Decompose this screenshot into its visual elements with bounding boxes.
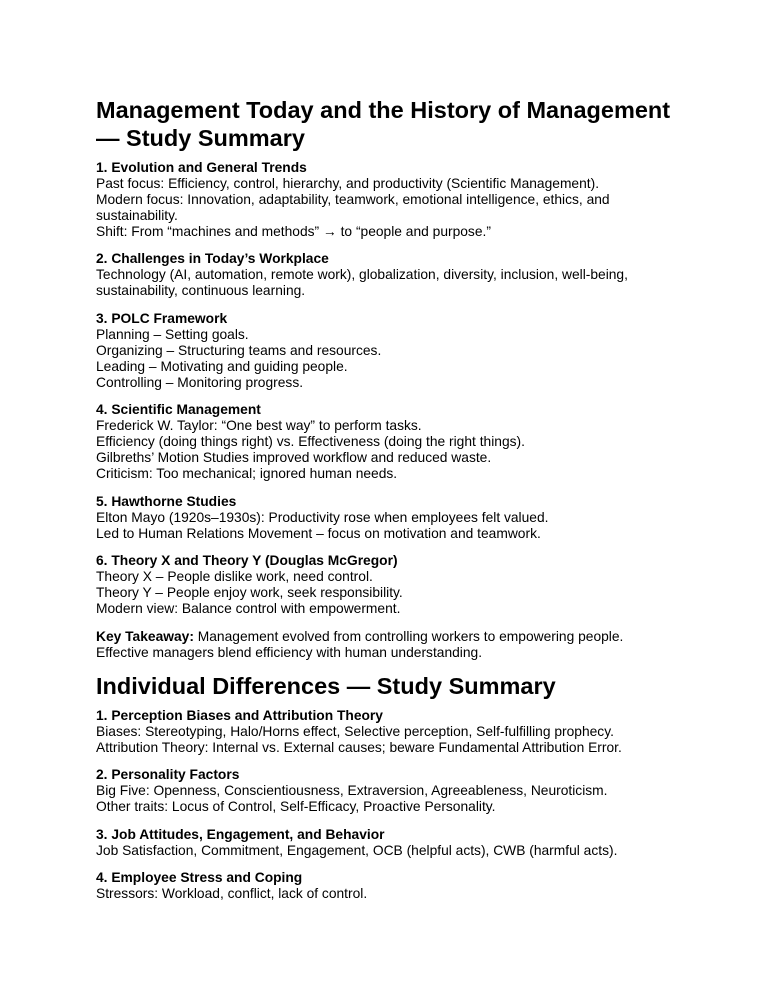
study-section <box>96 251 672 299</box>
section-heading: 3. Job Attitudes, Engagement, and Behavior <box>96 826 385 842</box>
study-section <box>96 160 672 240</box>
study-section <box>96 708 672 756</box>
section-line: Theory Y – People enjoy work, seek responsibility. <box>96 585 403 600</box>
section-line: Big Five: Openness, Conscientiousness, Extraversion, Agreeableness, Neuroticism. <box>96 783 608 798</box>
section-line: Gilbreths’ Motion Studies improved workflow and reduced waste. <box>96 450 492 465</box>
section-line: Job Satisfaction, Commitment, Engagement, OCB (helpful acts), CWB (harmful acts). <box>96 842 618 858</box>
bold-lead: Key Takeaway: <box>96 628 194 644</box>
study-section <box>96 629 672 661</box>
section-line: Other traits: Locus of Control, Self-Efficacy, Proactive Personality. <box>96 799 496 814</box>
section-line: Organizing – Structuring teams and resources. <box>96 342 382 358</box>
section-line: Elton Mayo (1920s–1930s): Productivity rose when employees felt valued. <box>96 509 549 525</box>
section-line: Biases: Stereotyping, Halo/Horns effect, Selective perception, Self-fulfilling prophecy. <box>96 723 614 739</box>
section-line: Planning – Setting goals. <box>96 326 249 342</box>
section-line: Led to Human Relations Movement – focus on motivation and teamwork. <box>96 525 541 541</box>
section-line: Modern focus: Innovation, adaptability, teamwork, emotional intelligence, ethics, and sustainability. <box>96 191 610 223</box>
document-title: Management Today and the History of Management — Study Summary <box>96 97 671 151</box>
section-heading: 4. Scientific Management <box>96 402 261 417</box>
section-line: Criticism: Too mechanical; ignored human needs. <box>96 466 398 481</box>
section-heading: 4. Employee Stress and Coping <box>96 870 303 885</box>
study-section <box>96 402 672 482</box>
section-heading: 1. Perception Biases and Attribution Theory <box>96 707 383 723</box>
section-heading: 3. POLC Framework <box>96 310 228 326</box>
section-line: Attribution Theory: Internal vs. External causes; beware Fundamental Attribution Error. <box>96 739 622 755</box>
section-line: Shift: From “machines and methods” → to “people and purpose.” <box>96 223 491 239</box>
section-heading: 2. Personality Factors <box>96 767 240 782</box>
section-heading: 6. Theory X and Theory Y (Douglas McGregor) <box>96 553 398 568</box>
study-section <box>96 767 672 815</box>
section-line: Technology (AI, automation, remote work), globalization, diversity, inclusion, well-being, sustainability, continuous learning. <box>96 267 628 298</box>
study-section <box>96 494 672 542</box>
section-heading: 1. Evolution and General Trends <box>96 159 307 175</box>
study-section <box>96 553 672 617</box>
section-heading: 2. Challenges in Today’s Workplace <box>96 251 329 266</box>
section-line: Controlling – Monitoring progress. <box>96 374 304 390</box>
section-line: Theory X – People dislike work, need control. <box>96 569 373 584</box>
section-line: Efficiency (doing things right) vs. Effectiveness (doing the right things). <box>96 434 525 449</box>
section-heading: 5. Hawthorne Studies <box>96 493 237 509</box>
section-line: Frederick W. Taylor: “One best way” to perform tasks. <box>96 418 422 433</box>
study-section <box>96 311 672 391</box>
section-line: Leading – Motivating and guiding people. <box>96 358 348 374</box>
section-line: Modern view: Balance control with empowerment. <box>96 601 401 616</box>
study-section <box>96 827 672 859</box>
section-line: Past focus: Efficiency, control, hierarchy, and productivity (Scientific Management). <box>96 175 600 191</box>
document-title: Individual Differences — Study Summary <box>96 673 556 699</box>
section-line: Key Takeaway: Management evolved from controlling workers to empowering people. Effective managers blend efficiency with human understanding. <box>96 628 624 660</box>
study-section <box>96 870 672 902</box>
section-line: Stressors: Workload, conflict, lack of control. <box>96 886 368 901</box>
